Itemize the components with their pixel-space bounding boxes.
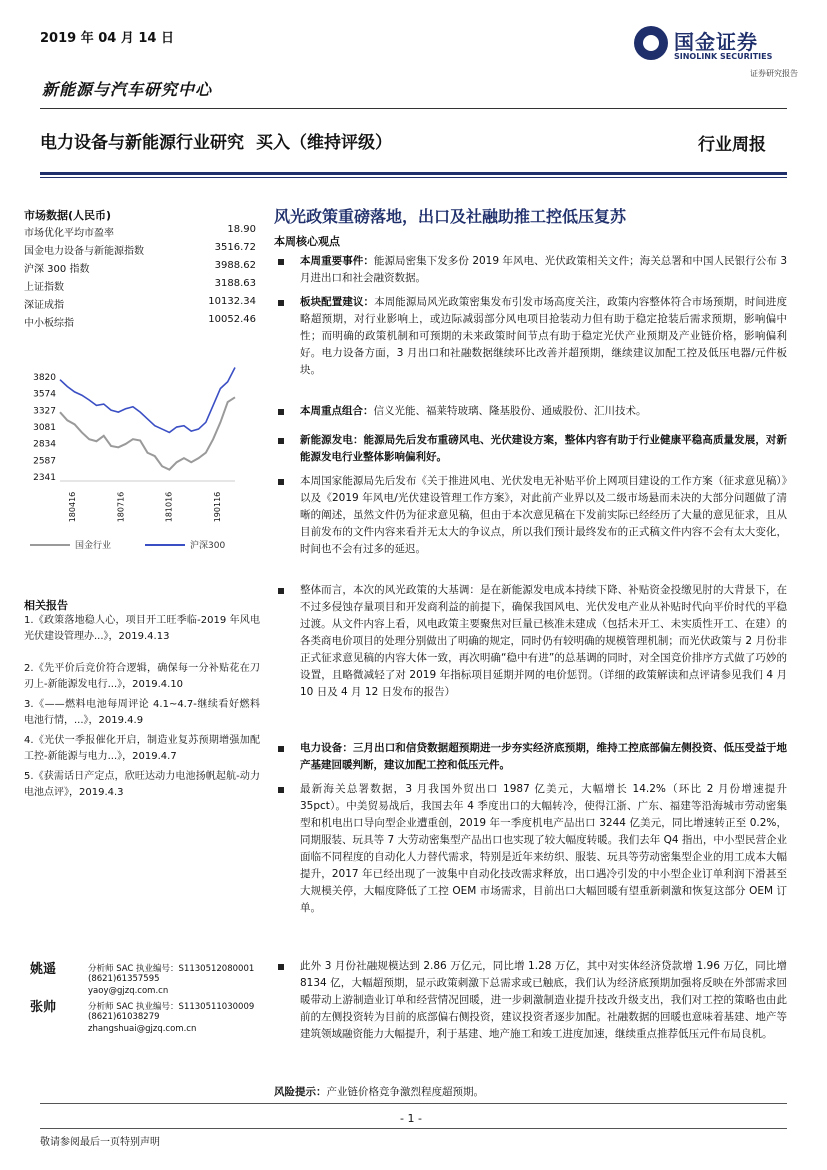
y-tick-label: 2341 [33,473,56,483]
footer-divider [40,1103,787,1104]
disclaimer: 敬请参阅最后一页特别声明 [40,1137,160,1148]
paragraph-lead: 板块配置建议： [300,296,375,308]
paragraph-key-events [300,253,787,287]
x-tick-label: 181016 [164,491,174,523]
paragraph-exports: 最新海关总署数据，3 月我国外贸出口 1987 亿美元，大幅增长 14.2%（环比 2 月份增速提升 35pct）。中美贸易战后，我国去年 4 季度出口的大幅转冷，使得江浙、广东、福建等沿海城市劳动密集型和机电出口导向型企业遭重创，2019 年一季度机电产品出口 3244 亿美元，同比增速转正至 0.2%，同期服装、玩具等 7 大劳动密集型产品出口也实现了较大幅度转暖。我们去年 Q4 指出，中小型民营企业面临不同程度的自动化人力替代需求，特别是近年来纺织、服装、玩具等劳动密集型企业的用工成本大幅提升，2017 年已经出现了一波集中自动化技改需求释放，出口遇冷引发的中小型企业订单利润下滑甚至大规模关停，大幅度降低了工控 OEM 市场需求，目前出口大幅回暖有望重新刺激和恢复这部分 OEM 订单。 [300,783,787,914]
market-data-row [24,314,256,332]
rating: 买入（维持评级） [256,133,392,153]
logo-mark-icon [634,26,668,60]
related-report-item[interactable]: 4.《光伏一季报催化开启，制造业复苏预期增强加配工控-新能源与电力...》，2019.4.7 [24,735,260,762]
index-line-chart [20,367,260,567]
related-report-item[interactable]: 3.《——燃料电池每周评论 4.1~4.7-继续看好燃料电池行情，...》，2019.4.9 [24,699,260,726]
report-type: 行业周报 [698,135,766,155]
y-tick-label: 2587 [33,456,56,467]
market-data-row [24,296,256,314]
bullet-icon [278,964,284,970]
market-data-value: 18.90 [227,224,256,235]
logo-subtitle: 证券研究报告 [750,69,798,78]
legend-label: 沪深300 [190,541,226,551]
paragraph-body: 信义光能、福莱特玻璃、隆基股份、通威股份、汇川技术。 [373,405,647,417]
paragraph-lead: 本周重要事件： [300,255,374,267]
page-number: - 1 - [400,1112,422,1125]
related-report-item[interactable]: 1.《政策落地稳人心，项目开工旺季临-2019 年风电光伏建设管理办...》，2019.4.13 [24,615,260,642]
paragraph-bold: 电力设备：三月出口和信贷数据超预期进一步夯实经济底预期，维持工控底部偏左侧投资、低压受益于地产基建回暖判断，建议加配工控和低压元件。 [300,742,787,771]
paragraph-bold: 新能源发电：能源局先后发布重磅风电、光伏建设方案，整体内容有助于行业健康平稳高质量发展，对新能源发电行业整体影响偏利好。 [300,434,787,463]
x-tick-label: 180716 [116,491,126,523]
series-line-1 [60,397,235,469]
analyst-sac: 分析师 SAC 执业编号：S1130511030009 [88,1002,255,1012]
analyst-phone: (8621)61038279 [88,1012,160,1022]
report-title-row [40,128,392,153]
title-divider [40,172,787,175]
risk-lead: 风险提示： [274,1086,327,1098]
paragraph-renewables [300,432,787,466]
related-report-item[interactable]: 2.《先平价后竞价符合逻辑，确保每一分补贴花在刀刃上-新能源发电行...》，2019.4.10 [24,663,260,690]
bullet-icon [278,479,284,485]
paragraph-portfolio [300,403,787,420]
bullet-icon [278,438,284,444]
y-tick-label: 3820 [33,373,56,383]
market-data-label: 深证成指 [24,300,64,311]
logo-cn: 国金证券 [674,30,758,54]
report-title: 电力设备与新能源行业研究 [40,133,244,153]
analyst-name: 张帅 [30,1000,57,1015]
research-center: 新能源与汽车研究中心 [42,80,213,99]
market-data-label: 市场优化平均市盈率 [24,228,114,239]
y-tick-label: 3574 [33,389,56,400]
y-tick-label: 3081 [33,423,56,433]
paragraph-body: 能源局密集下发多份 2019 年风电、光伏政策相关文件；海关总署和中国人民银行公布 3 月进出口和社会融资数据。 [300,255,787,284]
market-data-value: 3188.63 [214,278,256,289]
paragraph-lead: 本周重点组合： [300,405,374,417]
legend-label: 国金行业 [75,541,112,551]
bullet-icon [278,409,284,415]
x-tick-label: 180416 [68,491,77,523]
market-data-row [24,242,256,260]
analyst-phone: (8621)61357595 [88,974,160,984]
analyst-email[interactable]: zhangshuai@gjzq.com.cn [88,1024,197,1034]
subhead: 本周核心观点 [274,235,340,248]
header-divider [40,108,787,109]
paragraph-policy: 本周国家能源局先后发布《关于推进风电、光伏发电无补贴平价上网项目建设的工作方案（征求意见稿）》以及《2019 年风电/光伏建设管理工作方案》，对此前产业界以及二级市场悬而未决的大部分问题做了清晰的阐述，虽然文件仍为征求意见稿，但由于本次意见稿在下发前实际已经经历了大量的意见征求，且从目前发布的文件内容来看并无太大的争议点，所以我们预计最终发布的正式稿文件内容不会有太大变化，时间也不会有过多的延迟。 [300,475,787,555]
paragraph-overall: 整体而言，本次的风光政策的大基调：是在新能源发电成本持续下降、补贴资金投缴见肘的大背景下，在不过多侵蚀存量项目和开发商利益的前提下，确保我国风电、光伏发电产业从补贴时代向平价时代的平稳过渡。从文件内容上看，风电政策主要聚焦对巨量已核准未建成（包括未开工、未实质性开工、在建）的各类商电价项目的处理分别做出了明确的规定，同时仍有较明确的规模管理机制；而光伏政策与 2 月份非正式征求意见稿的内容大体一致，再次明确“稳中有进”的总基调的同时，对全国竞价排序方式做了巧妙的设置，且略微减轻了对 2019 年指标项目延期并网的电价惩罚。（详细的政策解读和点评请参见我们 4 月 10 日及 4 月 12 日发布的报告） [300,584,787,698]
bullet-icon [278,300,284,306]
bullet-icon [278,259,284,265]
market-data-row [24,260,256,278]
market-data-label: 中小板综指 [24,318,74,329]
analyst-email[interactable]: yaoy@gjzq.com.cn [88,986,169,996]
risk-body: 产业链价格竞争激烈程度超预期。 [326,1086,484,1098]
risk-note [274,1084,484,1099]
market-data-label: 上证指数 [24,282,64,293]
market-data-value: 3516.72 [214,242,256,253]
paragraph-allocation [300,294,787,379]
market-data-value: 10052.46 [208,314,256,325]
analyst-sac: 分析师 SAC 执业编号：S1130512080001 [88,964,255,974]
paragraph-equipment [300,740,787,774]
report-date: 2019 年 04 月 14 日 [40,31,174,46]
headline: 风光政策重磅落地，出口及社融助推工控低压复苏 [274,207,627,226]
bullet-icon [278,588,284,594]
market-data-value: 10132.34 [208,296,256,307]
bullet-icon [278,746,284,752]
y-tick-label: 2834 [33,439,56,450]
market-data-row [24,278,256,296]
series-line-2 [60,368,235,433]
footer-divider-2 [40,1128,787,1129]
paragraph-financing: 此外 3 月份社融规模达到 2.86 万亿元，同比增 1.28 万亿，其中对实体经济贷款增 1.96 万亿，同比增 8134 亿，大幅超预期，显示政策刺激下总需求或已触底，我们认为经济底预期加强将反映在外部需求回暖带动上游制造业订单和经营情况回暖，进一步刺激制造业提升技改升级支出，我们对工控的策略也由此前的左侧投资转为目前的底部偏右侧投资，建议投资者逐步加配。社融数据的回暖也意味着基建、地产等建筑领域融资能力大幅提升，利于基建、地产施工和竣工进度加速，继续重点推荐低压元件布局良机。 [300,960,787,1040]
paragraph-body: 本周能源局风光政策密集发布引发市场高度关注，政策内容整体符合市场预期，时间进度略超预期，对行业影响上，或边际减弱部分风电项目抢装动力但有助于稳定抢装后需求预期，影响偏中性；而明确的政策机制和可预期的未来政策时间节点有助于稳定光伏产业预期及产业链价格，影响偏利好。电力设备方面，3 月出口和社融数据继续环比改善并超预期，继续建议加配工控及低压电器/元件板块。 [300,296,788,376]
related-report-item[interactable]: 5.《获需话日产定点，欣旺达动力电池扬帆起航-动力电池点评》，2019.4.3 [24,771,260,798]
bullet-icon [278,787,284,793]
analyst-name: 姚遥 [30,962,57,977]
title-divider-thin [40,177,787,178]
market-data-label: 沪深 300 指数 [24,264,90,275]
market-data-title: 市场数据(人民币) [24,209,112,222]
related-reports-title: 相关报告 [24,599,68,612]
logo-en: SINOLINK SECURITIES [674,52,773,61]
company-logo [634,22,804,80]
market-data-value: 3988.62 [214,260,256,271]
y-tick-label: 3327 [33,406,56,417]
x-tick-label: 190116 [213,491,222,523]
market-data-row [24,224,256,242]
market-data-label: 国金电力设备与新能源指数 [24,246,144,257]
